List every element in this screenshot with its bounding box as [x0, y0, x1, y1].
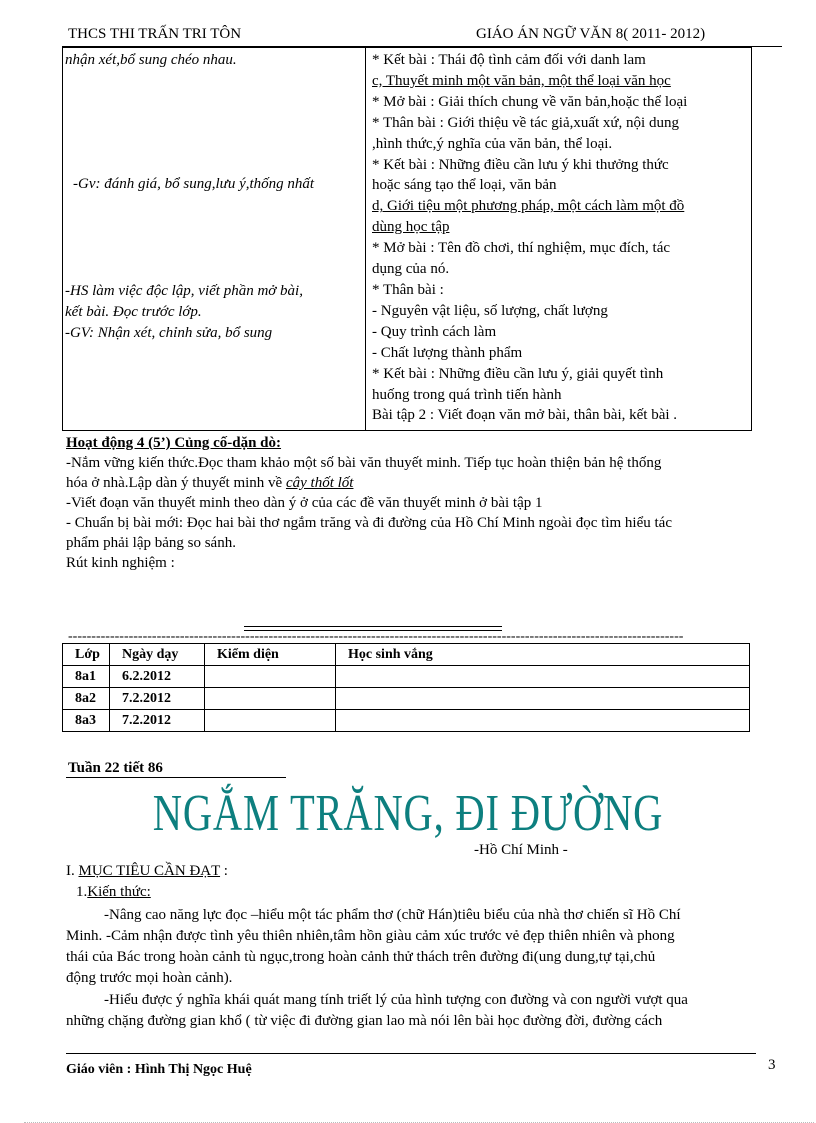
- header-lesson-plan: GIÁO ÁN NGỮ VĂN 8( 2011- 2012): [476, 26, 706, 42]
- activity4-section: [66, 433, 766, 573]
- knowledge-num: 1.: [76, 884, 88, 900]
- right-line: hoặc sáng tạo thể loại, văn bản: [372, 177, 557, 194]
- activity4-topic: cây thốt lốt: [285, 475, 354, 491]
- teacher-activity-column: [63, 48, 366, 431]
- week-rule: [66, 777, 286, 778]
- col-class: Lớp: [63, 644, 110, 666]
- attendance-table: [62, 643, 750, 732]
- date-cell: 6.2.2012: [110, 666, 205, 688]
- right-line: ,hình thức,ý nghĩa của văn bản, thể loại.: [372, 135, 613, 152]
- activity4-line: -Nắm vững kiến thức.Đọc tham khảo một số bài văn thuyết minh. Tiếp tục hoàn thiện bản hệ thống: [66, 455, 662, 471]
- present-cell: [205, 710, 336, 732]
- objective-line: Minh. -Cảm nhận được tình yêu thiên nhiên,tâm hồn giàu cảm xúc trước vẻ đẹp thiên nhiên và phong: [66, 928, 675, 944]
- lessons-learned: Rút kinh nghiệm :: [66, 555, 175, 571]
- absent-cell: [336, 710, 750, 732]
- right-line: - Chất lượng thành phẩm: [372, 344, 523, 361]
- objectives-tail: :: [220, 863, 228, 879]
- activity4-heading: Hoạt động 4 (5’) Củng cố-dặn dò:: [66, 435, 282, 451]
- right-line: * Kết bài : Thái độ tình cảm đối với danh lam: [372, 52, 646, 68]
- double-rule: [244, 626, 502, 631]
- left-line-1: nhận xét,bổ sung chéo nhau.: [65, 52, 237, 68]
- activity4-line: -Viết đoạn văn thuyết minh theo dàn ý ở của các đề văn thuyết minh ở bài tập 1: [66, 495, 543, 511]
- activity-table: [62, 47, 752, 431]
- right-line: * Thân bài : Giới thiệu về tác giả,xuất xứ, nội dung: [372, 114, 679, 131]
- objectives-heading: [66, 861, 228, 882]
- content-column: [366, 48, 752, 431]
- table-row: [63, 666, 750, 688]
- right-line: * Kết bài : Những điều cần lưu ý, giải quyết tình: [372, 365, 664, 382]
- poem-author: -Hồ Chí Minh -: [474, 842, 568, 858]
- right-line: - Nguyên vật liệu, số lượng, chất lượng: [372, 302, 608, 319]
- poem-title: NGẮM TRĂNG, ĐI ĐƯỜNG: [152, 785, 664, 842]
- objectives-title: MỤC TIÊU CẦN ĐẠT: [78, 863, 221, 879]
- class-cell: 8a1: [63, 666, 110, 688]
- left-line-5: -GV: Nhận xét, chỉnh sửa, bổ sung: [65, 325, 273, 341]
- footer-teacher: Giáo viên : Hình Thị Ngọc Huệ: [66, 1062, 252, 1077]
- class-cell: 8a3: [63, 710, 110, 732]
- col-absent: Học sinh vắng: [336, 644, 750, 666]
- objective-line: -Hiểu được ý nghĩa khái quát mang tính triết lý của hình tượng con đường và con người vượt qua: [104, 992, 688, 1008]
- objectives-num: I.: [66, 863, 79, 879]
- right-line: c, Thuyết minh một văn bản, một thể loại văn học: [372, 72, 671, 89]
- date-cell: 7.2.2012: [110, 688, 205, 710]
- right-line: * Mở bài : Giải thích chung về văn bản,hoặc thể loại: [372, 93, 688, 110]
- right-line: d, Giới tiệu một phương pháp, một cách làm một đồ: [372, 198, 685, 215]
- knowledge-heading: [76, 882, 151, 903]
- right-line: dùng học tập: [372, 219, 450, 236]
- right-line: * Thân bài :: [372, 281, 444, 298]
- left-line-3: -HS làm việc độc lập, viết phần mở bài,: [65, 283, 303, 299]
- present-cell: [205, 666, 336, 688]
- col-date: Ngày dạy: [110, 644, 205, 666]
- date-cell: 7.2.2012: [110, 710, 205, 732]
- objective-line: động trước mọi hoàn cảnh).: [66, 970, 233, 986]
- right-line: * Mở bài : Tên đồ chơi, thí nghiệm, mục đích, tác: [372, 240, 671, 257]
- table-row: [63, 688, 750, 710]
- right-line-exercise-2: Bài tập 2 : Viết đoạn văn mở bài, thân bài, kết bài .: [372, 407, 678, 424]
- class-cell: 8a2: [63, 688, 110, 710]
- activity4-line: [66, 473, 766, 493]
- objective-line: thái của Bác trong hoàn cảnh tù ngục,trong hoàn cảnh thử thách trên đường đi(ung dung,tự tại,chủ: [66, 949, 656, 965]
- right-line: dụng của nó.: [372, 261, 450, 278]
- right-line: * Kết bài : Những điều cần lưu ý khi thưởng thức: [372, 156, 669, 173]
- objective-line: những chặng đường gian khổ ( từ việc đi đường gian lao mà nói lên bài học đường đời, đường cách: [66, 1013, 663, 1029]
- left-line-4: kết bài. Đọc trước lớp.: [65, 304, 202, 320]
- left-line-2: -Gv: đánh giá, bổ sung,lưu ý,thống nhất: [73, 176, 315, 192]
- activity4-text: hóa ở nhà.Lập dàn ý thuyết minh về: [66, 475, 286, 491]
- absent-cell: [336, 666, 750, 688]
- col-present: Kiểm diện: [205, 644, 336, 666]
- activity4-line: phẩm phải lập bảng so sánh.: [66, 535, 236, 551]
- attendance-header-row: [63, 644, 750, 666]
- table-row: [63, 710, 750, 732]
- dashed-divider: ------------------------------------------------------------------------------------------------------------------------------------: [68, 629, 684, 644]
- footer-rule: [66, 1053, 756, 1054]
- knowledge-title: Kiến thức:: [87, 884, 151, 900]
- header-school: THCS THI TRẤN TRI TÔN: [68, 26, 242, 42]
- activity4-line: - Chuẩn bị bài mới: Đọc hai bài thơ ngắm trăng và đi đường của Hồ Chí Minh ngoài đọc tìm hiểu tác: [66, 515, 672, 531]
- absent-cell: [336, 688, 750, 710]
- objective-line: -Nâng cao năng lực đọc –hiểu một tác phẩm thơ (chữ Hán)tiêu biểu của nhà thơ chiến sĩ Hồ Chí: [104, 907, 681, 923]
- right-line: huống trong quá trình tiến hành: [372, 386, 562, 403]
- page-number: 3: [768, 1057, 776, 1073]
- present-cell: [205, 688, 336, 710]
- week-label: Tuần 22 tiết 86: [68, 760, 163, 776]
- right-line: - Quy trình cách làm: [372, 323, 497, 340]
